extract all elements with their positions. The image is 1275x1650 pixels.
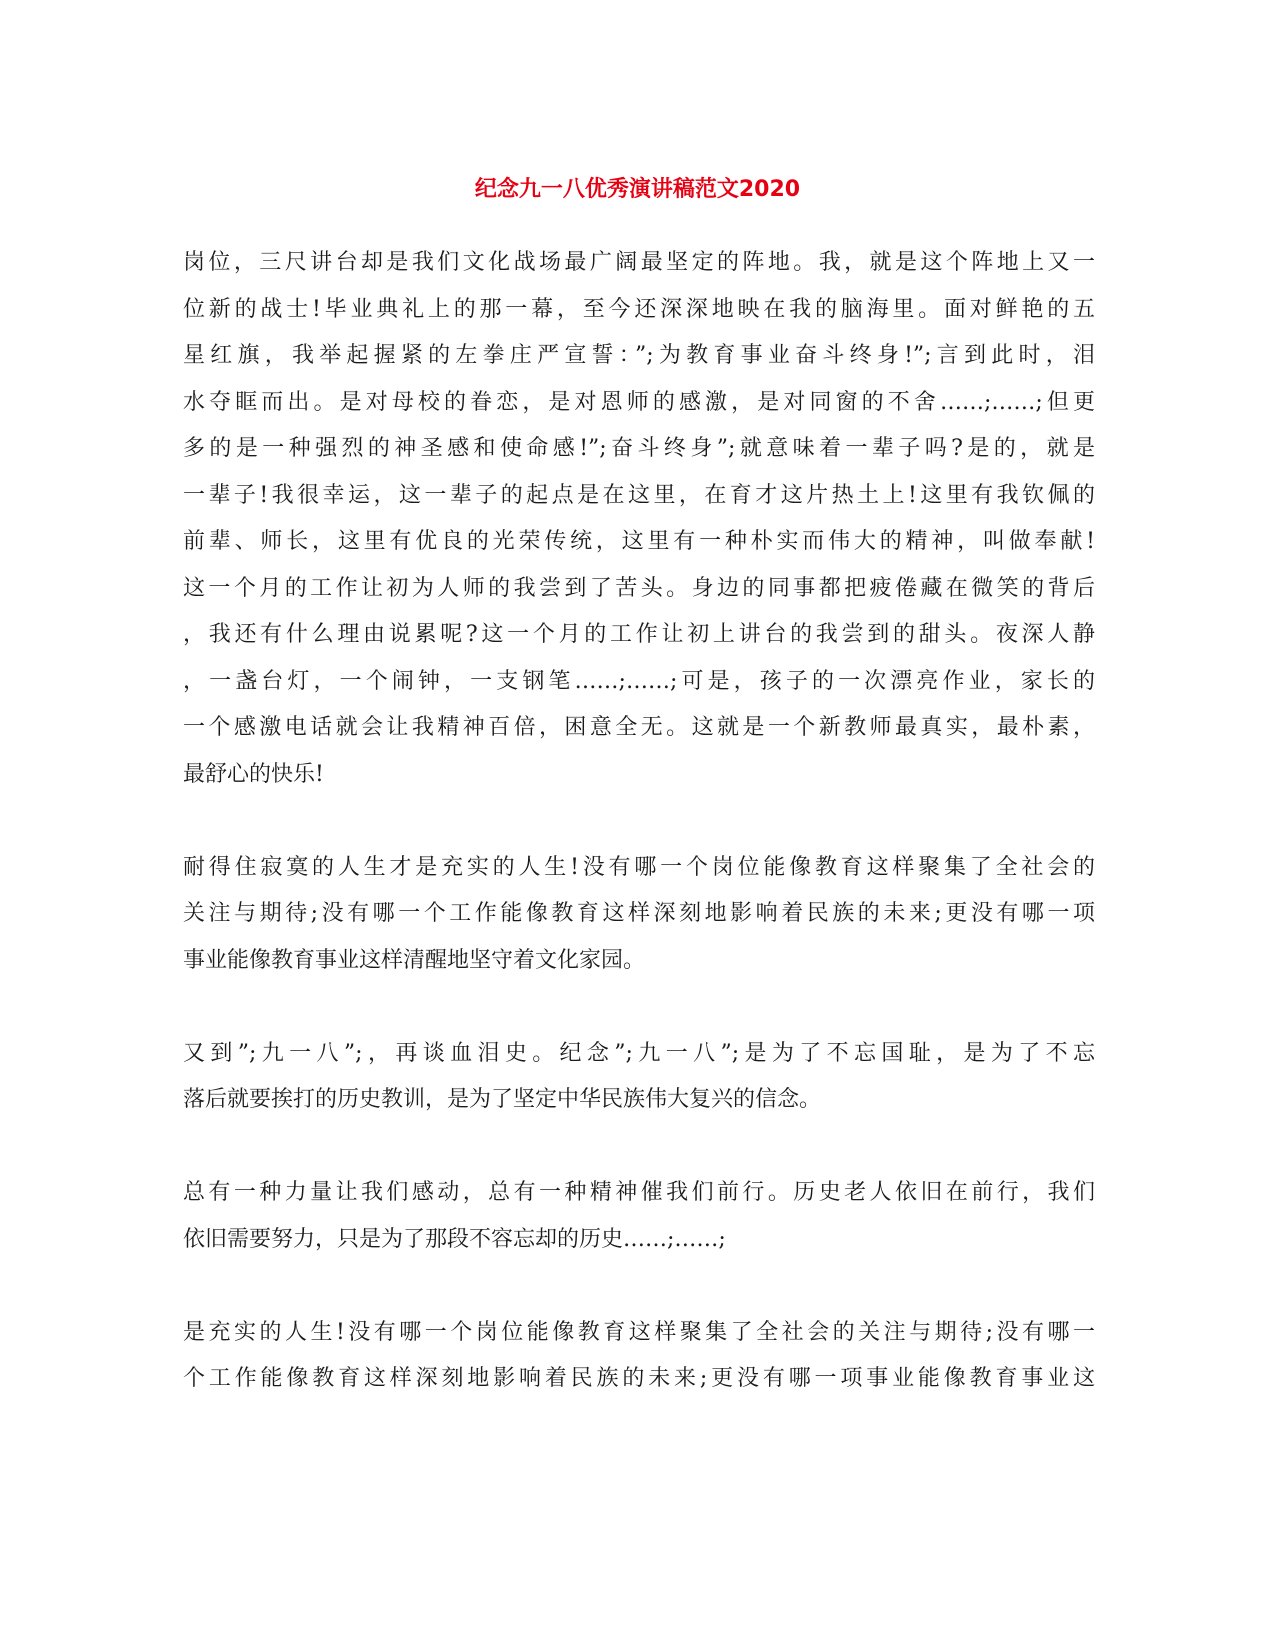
- text-line: ，一盏台灯，一个闹钟，一支钢笔……;……;可是，孩子的一次漂亮作业，家长的: [183, 668, 1095, 694]
- text-line: 总有一种力量让我们感动，总有一种精神催我们前行。历史老人依旧在前行，我们: [183, 1180, 1095, 1205]
- paragraph: [183, 845, 1095, 985]
- text-line: 又到”;九一八”;，再谈血泪史。纪念”;九一八”;是为了不忘国耻，是为了不忘: [183, 1040, 1095, 1066]
- text-line: 位新的战士!毕业典礼上的那一幕，至今还深深地映在我的脑海里。面对鲜艳的五: [183, 296, 1095, 322]
- text-line: 星红旗，我举起握紧的左拳庄严宣誓：”;为教育事业奋斗终身!”;言到此时，泪: [183, 343, 1095, 368]
- text-line: 岗位，三尺讲台却是我们文化战场最广阔最坚定的阵地。我，就是这个阵地上又一: [183, 250, 1095, 275]
- text-line: 耐得住寂寞的人生才是充实的人生!没有哪一个岗位能像教育这样聚集了全社会的: [183, 854, 1095, 880]
- text-line: 最舒心的快乐!: [183, 761, 324, 787]
- paragraph-gap: [183, 1124, 1095, 1171]
- paragraph: [183, 1031, 1095, 1124]
- paragraph-gap: [183, 1263, 1095, 1310]
- document-title: 纪念九一八优秀演讲稿范文2020: [474, 177, 801, 202]
- text-line: 一个感激电话就会让我精神百倍，困意全无。这就是一个新教师最真实，最朴素，: [183, 715, 1095, 740]
- text-line: 依旧需要努力，只是为了那段不容忘却的历史……;……;: [183, 1226, 726, 1252]
- paragraph: [183, 240, 1095, 798]
- paragraph: [183, 1170, 1095, 1263]
- paragraph: [183, 1310, 1095, 1403]
- text-line: 一辈子!我很幸运，这一辈子的起点是在这里，在育才这片热土上!这里有我钦佩的: [183, 482, 1095, 508]
- text-line: 前辈、师长，这里有优良的光荣传统，这里有一种朴实而伟大的精神，叫做奉献!: [183, 529, 1095, 554]
- document-body: [183, 240, 1095, 1403]
- text-line: 关注与期待;没有哪一个工作能像教育这样深刻地影响着民族的未来;更没有哪一项: [183, 901, 1095, 926]
- text-line: 是充实的人生!没有哪一个岗位能像教育这样聚集了全社会的关注与期待;没有哪一: [183, 1319, 1095, 1345]
- text-line: 这一个月的工作让初为人师的我尝到了苦头。身边的同事都把疲倦藏在微笑的背后: [183, 575, 1095, 601]
- text-line: 事业能像教育事业这样清醒地坚守着文化家园。: [183, 947, 646, 973]
- paragraph-gap: [183, 798, 1095, 845]
- text-line: ，我还有什么理由说累呢?这一个月的工作让初上讲台的我尝到的甜头。夜深人静: [183, 622, 1095, 647]
- text-line: 多的是一种强烈的神圣感和使命感!”;奋斗终身”;就意味着一辈子吗?是的，就是: [183, 436, 1095, 461]
- paragraph-gap: [183, 984, 1095, 1031]
- text-line: 水夺眶而出。是对母校的眷恋，是对恩师的感激，是对同窗的不舍……;……;但更: [183, 389, 1095, 415]
- text-line: 个工作能像教育这样深刻地影响着民族的未来;更没有哪一项事业能像教育事业这: [183, 1366, 1095, 1391]
- text-line: 落后就要挨打的历史教训，是为了坚定中华民族伟大复兴的信念。: [183, 1087, 822, 1112]
